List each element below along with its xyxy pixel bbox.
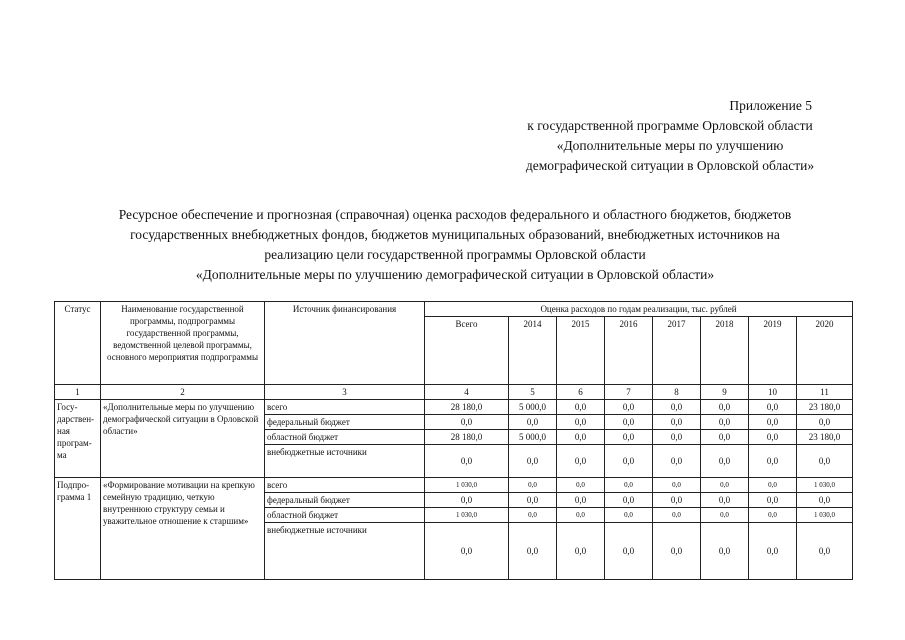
value-cell: 0,0 xyxy=(653,415,701,430)
source-cell: федеральный бюджет xyxy=(265,415,425,430)
title-line-4: «Дополнительные меры по улучшению демографической ситуации в Орловской области» xyxy=(195,267,715,282)
value-cell: 0,0 xyxy=(653,430,701,445)
value-cell: 0,0 xyxy=(749,508,797,523)
value-cell: 0,0 xyxy=(509,508,557,523)
value-cell: 0,0 xyxy=(701,523,749,580)
value-cell: 0,0 xyxy=(797,415,853,430)
header-year: 2019 xyxy=(749,317,797,385)
header-year: 2014 xyxy=(509,317,557,385)
value-cell: 0,0 xyxy=(749,415,797,430)
value-cell: 0,0 xyxy=(701,430,749,445)
value-cell: 0,0 xyxy=(701,445,749,478)
column-number: 6 xyxy=(557,385,605,400)
source-cell: внебюджетные источники xyxy=(265,523,425,580)
header-year: 2020 xyxy=(797,317,853,385)
value-cell: 0,0 xyxy=(605,523,653,580)
column-number-row xyxy=(55,385,853,400)
resource-table xyxy=(54,301,853,580)
appendix-header xyxy=(490,96,850,176)
header-year: 2017 xyxy=(653,317,701,385)
column-number: 10 xyxy=(749,385,797,400)
value-cell: 0,0 xyxy=(557,523,605,580)
value-cell: 28 180,0 xyxy=(425,430,509,445)
value-cell: 5 000,0 xyxy=(509,430,557,445)
program-name-cell: «Дополнительные меры по улучшению демографической ситуации в Орловской области» xyxy=(101,400,265,478)
source-cell: внебюджетные источники xyxy=(265,445,425,478)
value-cell: 0,0 xyxy=(605,493,653,508)
value-cell: 0,0 xyxy=(509,523,557,580)
value-cell: 1 030,0 xyxy=(425,478,509,493)
table-row xyxy=(55,400,853,415)
column-number: 2 xyxy=(101,385,265,400)
value-cell: 0,0 xyxy=(557,508,605,523)
value-cell: 0,0 xyxy=(749,493,797,508)
status-cell: Подпро-грамма 1 xyxy=(55,478,101,580)
header-name: Наименование государственной программы, подпрограммы государственной программы, ведомственной целевой программы, основного мероприятия подпрограммы xyxy=(101,302,265,385)
value-cell: 0,0 xyxy=(509,478,557,493)
value-cell: 23 180,0 xyxy=(797,400,853,415)
document-title xyxy=(40,205,870,285)
value-cell: 0,0 xyxy=(605,415,653,430)
value-cell: 0,0 xyxy=(425,445,509,478)
value-cell: 0,0 xyxy=(749,430,797,445)
header-row-1 xyxy=(55,302,853,317)
value-cell: 0,0 xyxy=(701,478,749,493)
column-number: 8 xyxy=(653,385,701,400)
value-cell: 23 180,0 xyxy=(797,430,853,445)
value-cell: 0,0 xyxy=(557,493,605,508)
column-number: 3 xyxy=(265,385,425,400)
program-name-cell: «Формирование мотивации на крепкую семейную традицию, четкую внутреннюю структуру семьи и уважительное отношение к старшим» xyxy=(101,478,265,580)
value-cell: 0,0 xyxy=(557,400,605,415)
value-cell: 0,0 xyxy=(701,493,749,508)
value-cell: 0,0 xyxy=(605,400,653,415)
title-line-2: государственных внебюджетных фондов, бюджетов муниципальных образований, внебюджетных источников на xyxy=(130,227,780,242)
source-cell: федеральный бюджет xyxy=(265,493,425,508)
header-status: Статус xyxy=(55,302,101,385)
appendix-line-3: «Дополнительные меры по улучшению xyxy=(556,138,784,153)
value-cell: 1 030,0 xyxy=(425,508,509,523)
status-cell: Госу-дарствен-ная програм-ма xyxy=(55,400,101,478)
value-cell: 0,0 xyxy=(509,445,557,478)
value-cell: 5 000,0 xyxy=(509,400,557,415)
value-cell: 0,0 xyxy=(605,445,653,478)
value-cell: 0,0 xyxy=(557,430,605,445)
column-number: 1 xyxy=(55,385,101,400)
value-cell: 0,0 xyxy=(425,493,509,508)
value-cell: 0,0 xyxy=(509,415,557,430)
table-row xyxy=(55,478,853,493)
value-cell: 0,0 xyxy=(653,445,701,478)
value-cell: 0,0 xyxy=(653,523,701,580)
column-number: 5 xyxy=(509,385,557,400)
appendix-number: Приложение 5 xyxy=(729,98,812,113)
value-cell: 0,0 xyxy=(605,508,653,523)
column-number: 11 xyxy=(797,385,853,400)
value-cell: 0,0 xyxy=(425,415,509,430)
value-cell: 0,0 xyxy=(653,478,701,493)
header-year: 2016 xyxy=(605,317,653,385)
source-cell: областной бюджет xyxy=(265,430,425,445)
header-year: 2018 xyxy=(701,317,749,385)
value-cell: 28 180,0 xyxy=(425,400,509,415)
value-cell: 0,0 xyxy=(749,445,797,478)
value-cell: 0,0 xyxy=(653,400,701,415)
value-cell: 0,0 xyxy=(701,415,749,430)
value-cell: 0,0 xyxy=(509,493,557,508)
appendix-line-4: демографической ситуации в Орловской области» xyxy=(525,158,815,173)
header-source: Источник финансирования xyxy=(265,302,425,385)
value-cell: 0,0 xyxy=(797,445,853,478)
value-cell: 0,0 xyxy=(653,493,701,508)
value-cell: 0,0 xyxy=(797,523,853,580)
value-cell: 0,0 xyxy=(749,400,797,415)
value-cell: 0,0 xyxy=(557,445,605,478)
header-total: Всего xyxy=(425,317,509,385)
value-cell: 0,0 xyxy=(797,493,853,508)
title-line-3: реализацию цели государственной программы Орловской области xyxy=(264,247,646,262)
value-cell: 0,0 xyxy=(701,400,749,415)
column-number: 4 xyxy=(425,385,509,400)
header-year: 2015 xyxy=(557,317,605,385)
value-cell: 1 030,0 xyxy=(797,508,853,523)
source-cell: всего xyxy=(265,400,425,415)
value-cell: 0,0 xyxy=(605,430,653,445)
value-cell: 0,0 xyxy=(701,508,749,523)
appendix-line-2: к государственной программе Орловской области xyxy=(527,118,813,133)
value-cell: 0,0 xyxy=(749,478,797,493)
value-cell: 0,0 xyxy=(653,508,701,523)
header-estimate: Оценка расходов по годам реализации, тыс. рублей xyxy=(425,302,853,317)
title-line-1: Ресурсное обеспечение и прогнозная (справочная) оценка расходов федерального и областного бюджетов, бюджетов xyxy=(118,207,792,222)
value-cell: 0,0 xyxy=(425,523,509,580)
value-cell: 0,0 xyxy=(605,478,653,493)
column-number: 7 xyxy=(605,385,653,400)
source-cell: всего xyxy=(265,478,425,493)
value-cell: 0,0 xyxy=(557,478,605,493)
value-cell: 0,0 xyxy=(557,415,605,430)
column-number: 9 xyxy=(701,385,749,400)
source-cell: областной бюджет xyxy=(265,508,425,523)
value-cell: 1 030,0 xyxy=(797,478,853,493)
value-cell: 0,0 xyxy=(749,523,797,580)
